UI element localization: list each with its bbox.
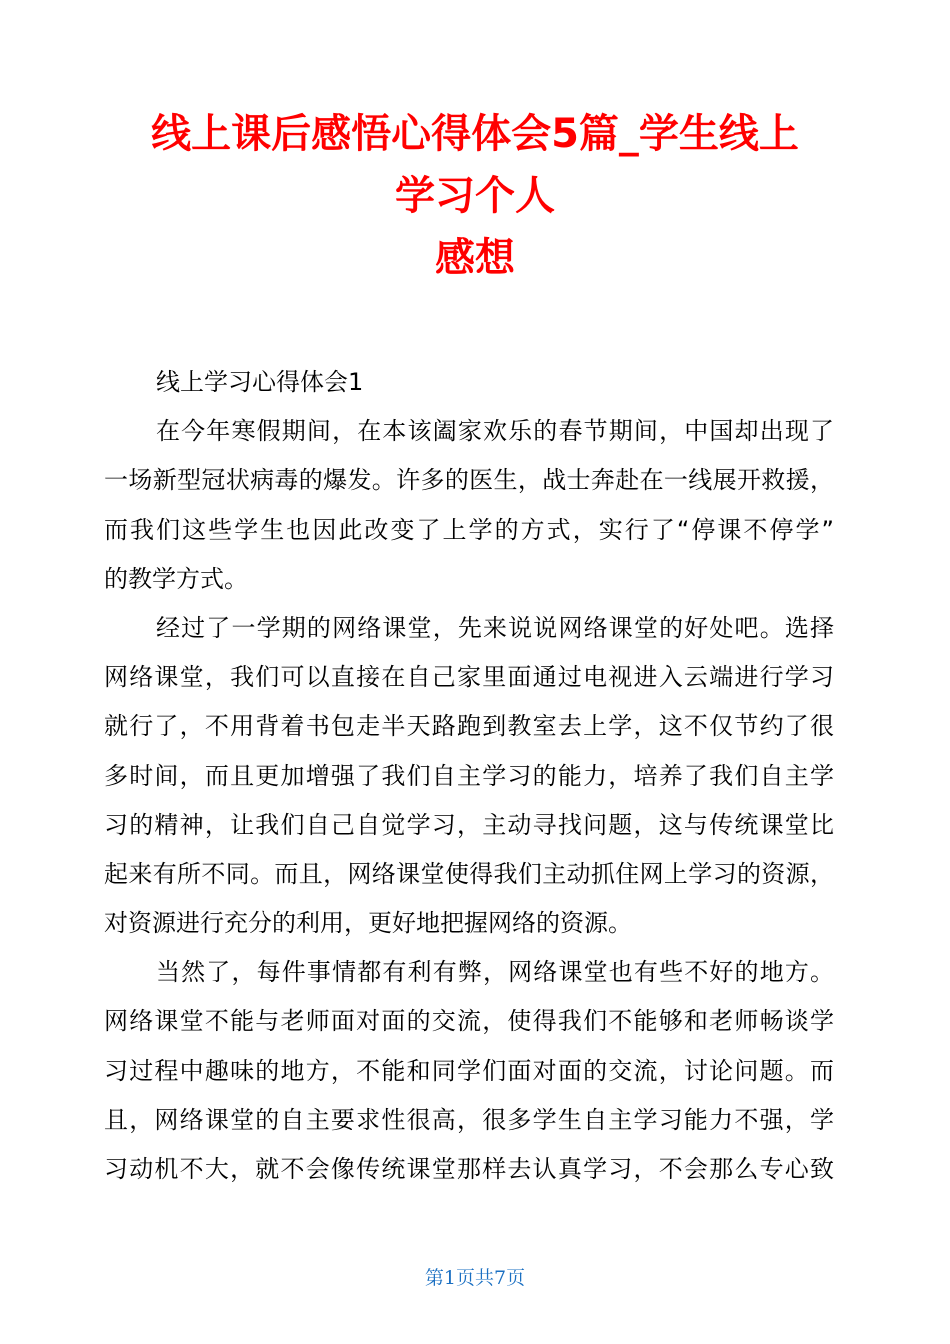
document-title	[100, 103, 850, 289]
text-line: 一场新型冠状病毒的爆发。许多的医生，战士奔赴在一线展开救援，	[104, 466, 834, 495]
section-heading: 线上学习心得体会1	[156, 368, 364, 396]
text-line: 习的精神，让我们自己自觉学习，主动寻找问题，这与传统课堂比	[104, 810, 834, 839]
text-line: 习动机不大，就不会像传统课堂那样去认真学习，不会那么专心致	[104, 1155, 834, 1183]
title-line-2: 学习个人	[395, 173, 555, 219]
title-line-1: 线上课后感悟心得体会5篇_学生线上	[151, 111, 799, 157]
text-line: 起来有所不同。而且，网络课堂使得我们主动抓住网上学习的资源，	[104, 859, 834, 888]
document-body	[104, 358, 834, 1194]
text-line: 经过了一学期的网络课堂，先来说说网络课堂的好处吧。选择	[156, 613, 834, 642]
text-line: 多时间，而且更加增强了我们自主学习的能力，培养了我们自主学	[104, 761, 834, 790]
text-line: 在今年寒假期间，在本该阖家欢乐的春节期间，中国却出现了	[156, 417, 834, 446]
text-line: 习过程中趣味的地方，不能和同学们面对面的交流，讨论问题。而	[104, 1056, 834, 1085]
text-line: 网络课堂不能与老师面对面的交流，使得我们不能够和老师畅谈学	[104, 1007, 834, 1036]
text-line: 的教学方式。	[104, 564, 248, 593]
text-line: 而我们这些学生也因此改变了上学的方式，实行了“停课不停学”	[104, 515, 834, 544]
text-line: 就行了，不用背着书包走半天路跑到教室去上学，这不仅节约了很	[104, 712, 834, 741]
title-line-3: 感想	[435, 235, 515, 281]
text-line: 对资源进行充分的利用，更好地把握网络的资源。	[104, 909, 632, 938]
text-line: 网络课堂，我们可以直接在自己家里面通过电视进入云端进行学习	[104, 663, 834, 692]
text-line: 且，网络课堂的自主要求性很高，很多学生自主学习能力不强，学	[104, 1105, 834, 1134]
text-line: 当然了，每件事情都有利有弊，网络课堂也有些不好的地方。	[156, 958, 834, 987]
page-number-footer: 第1页共7页	[424, 1267, 526, 1289]
